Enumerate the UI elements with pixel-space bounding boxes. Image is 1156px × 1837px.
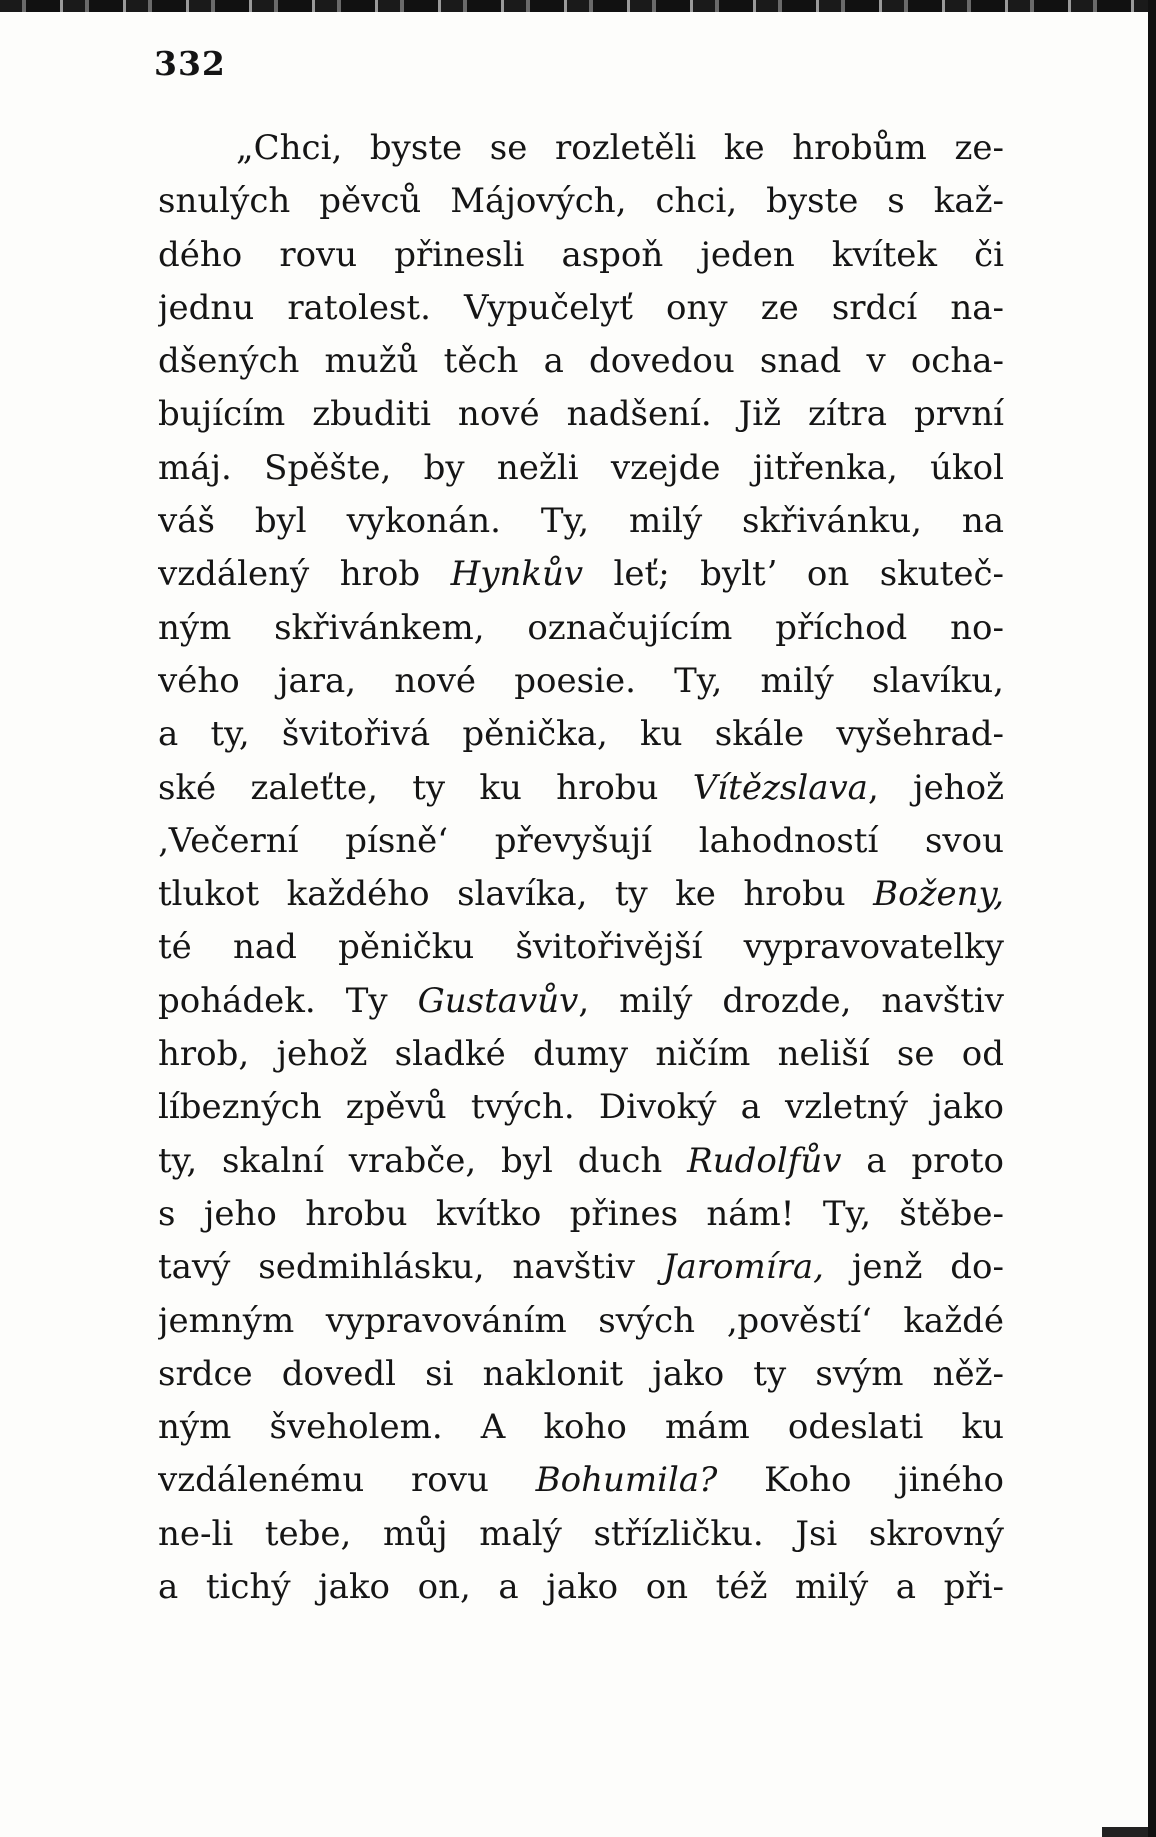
- scan-top-edge: [0, 0, 1156, 12]
- text-line: [158, 1454, 1004, 1507]
- text-run: tavý sedmihlásku, navštiv: [158, 1247, 663, 1288]
- italic-name: Jaromíra,: [662, 1247, 824, 1288]
- text-line: líbezných zpěvů tvých. Divoký a vzletný jako: [158, 1087, 1004, 1128]
- text-run: ty, skalní vrabče, byl duch: [158, 1140, 688, 1181]
- body-text: [158, 122, 1004, 1614]
- text-run: jenž do-: [823, 1247, 1004, 1288]
- text-run: pohádek. Ty: [158, 980, 418, 1021]
- text-run: leť; byltʼ on skuteč-: [583, 554, 1004, 595]
- text-run: tlukot každého slavíka, ty ke hrobu: [158, 874, 874, 915]
- text-line: ným šveholem. A koho mám odeslati ku: [158, 1407, 1004, 1448]
- text-line: dého rovu přinesli aspoň jeden kvítek či: [158, 234, 1004, 275]
- text-line: „Chci, byste se rozletěli ke hrobům ze-: [236, 128, 1004, 168]
- text-run: , jehož: [867, 767, 1004, 808]
- text-run: a proto: [841, 1140, 1004, 1181]
- text-line: a ty, švitořivá pěnička, ku skále vyšehrad-: [158, 714, 1004, 755]
- italic-name: Vítězslava: [692, 767, 868, 808]
- text-line: máj. Spěšte, by nežli vzejde jitřenka, úkol: [158, 447, 1004, 488]
- text-run: Koho jiného: [717, 1460, 1004, 1501]
- italic-name: Rudolfův: [687, 1140, 842, 1181]
- text-line: dšených mužů těch a dovedou snad v ocha-: [158, 341, 1004, 382]
- text-line: váš byl vykonán. Ty, milý skřivánku, na: [158, 501, 1004, 542]
- scan-corner-mark: [1102, 1827, 1148, 1837]
- text-line: jemným vypravováním svých ‚pověstí‘ každé: [158, 1300, 1004, 1341]
- italic-name: Boženy,: [873, 874, 1004, 915]
- text-line: ným skřivánkem, označujícím příchod no-: [158, 607, 1004, 648]
- italic-name: Hynkův: [450, 554, 584, 595]
- text-line: [158, 975, 1004, 1028]
- text-line: s jeho hrobu kvítko přines nám! Ty, štěbe-: [158, 1193, 1004, 1234]
- text-line: ‚Večerní písně‘ převyšují lahodností svou: [158, 820, 1004, 861]
- text-line: [158, 868, 1004, 921]
- italic-name: Bohumila?: [535, 1460, 718, 1501]
- text-line: té nad pěničku švitořivější vypravovatelky: [158, 927, 1004, 968]
- text-run: ské zaleťte, ty ku hrobu: [158, 767, 693, 808]
- text-line: [158, 1135, 1004, 1188]
- text-line: hrob, jehož sladké dumy ničím neliší se od: [158, 1034, 1004, 1075]
- text-run: vzdálený hrob: [158, 554, 451, 595]
- text-run: , milý drozde, navštiv: [578, 980, 1004, 1021]
- text-line: a tichý jako on, a jako on též milý a při-: [158, 1567, 1004, 1608]
- text-run: vzdálenému rovu: [158, 1460, 536, 1501]
- text-line: jednu ratolest. Vypučelyť ony ze srdcí na-: [158, 287, 1004, 328]
- text-line: [158, 762, 1004, 815]
- text-line: bujícím zbuditi nové nadšení. Již zítra první: [158, 394, 1004, 435]
- text-line: srdce dovedl si naklonit jako ty svým něž-: [158, 1353, 1004, 1394]
- text-line: [158, 548, 1004, 601]
- text-line: snulých pěvců Májových, chci, byste s kaž-: [158, 181, 1004, 222]
- text-line: vého jara, nové poesie. Ty, milý slavíku,: [158, 660, 1004, 701]
- scan-right-edge: [1148, 0, 1156, 1837]
- page-number: 332: [154, 44, 226, 83]
- text-line: ne-li tebe, můj malý střízličku. Jsi skrovný: [158, 1513, 1004, 1554]
- italic-name: Gustavův: [417, 980, 579, 1021]
- text-line: [158, 1241, 1004, 1294]
